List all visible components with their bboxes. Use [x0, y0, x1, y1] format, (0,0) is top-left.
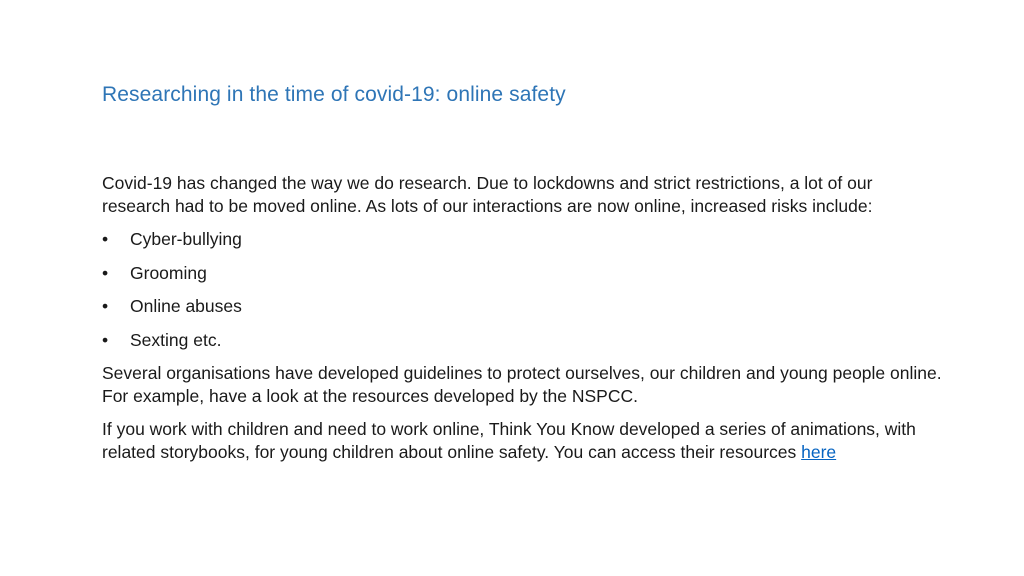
list-item [102, 262, 942, 285]
risk-list [102, 228, 942, 352]
list-item-text: Grooming [130, 262, 207, 283]
bullet-icon: • [102, 229, 109, 249]
list-item-text: Online abuses [130, 296, 242, 316]
list-item-text: Sexting etc. [130, 329, 222, 350]
slide-title: Researching in the time of covid-19: online safety [102, 83, 566, 106]
bullet-icon: • [102, 262, 109, 283]
thinkyouknow-paragraph [102, 418, 942, 464]
slide-body [102, 172, 942, 474]
list-item [102, 228, 942, 251]
thinkyouknow-text: If you work with children and need to work online, Think You Know developed a series of animations, with related storybooks, for young children about online safety. You can access their resources [102, 419, 916, 462]
bullet-icon: • [102, 296, 109, 316]
list-item-text: Cyber-bullying [130, 229, 242, 249]
guidelines-paragraph: Several organisations have developed guidelines to protect ourselves, our children and young people online. For example, have a look at the resources developed by the NSPCC. [102, 363, 942, 406]
list-item [102, 295, 942, 318]
bullet-icon: • [102, 329, 109, 350]
list-item [102, 329, 942, 352]
resources-link[interactable]: here [801, 442, 837, 462]
intro-paragraph: Covid-19 has changed the way we do research. Due to lockdowns and strict restrictions, a lot of our research had to be moved online. As lots of our interactions are now online, increased risks include: [102, 173, 873, 216]
